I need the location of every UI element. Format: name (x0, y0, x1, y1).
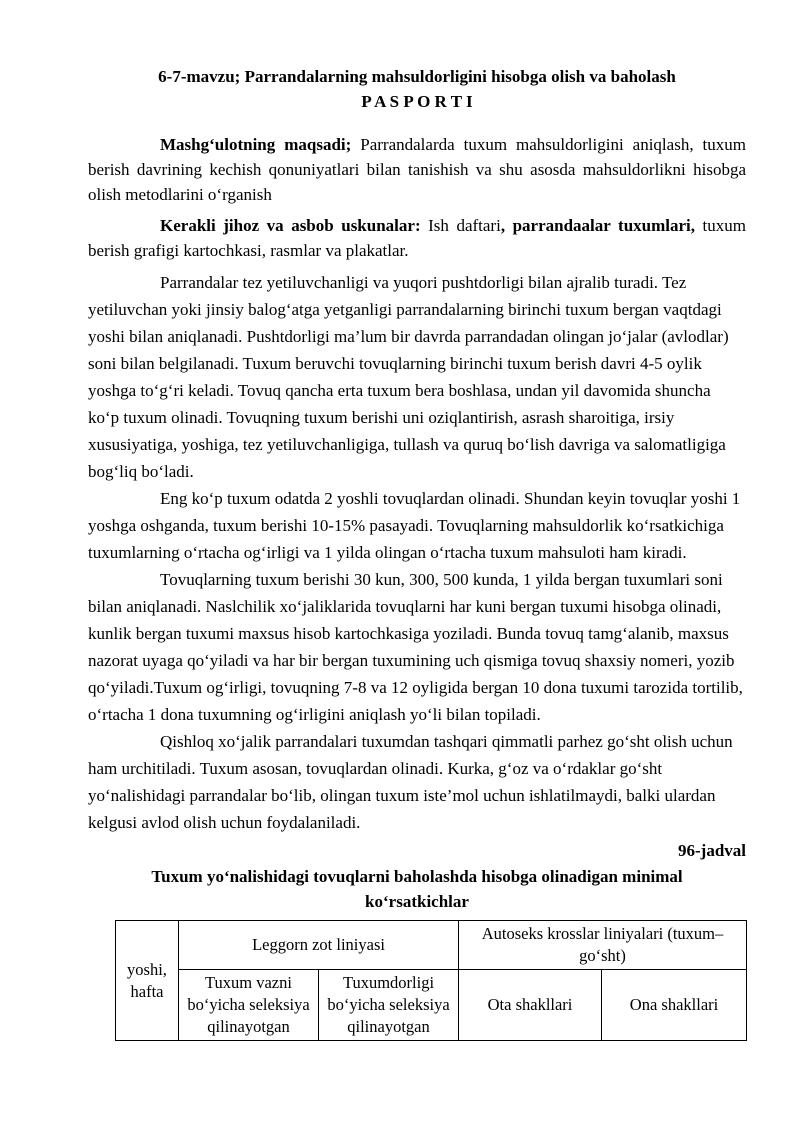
table-header-egg-yield-selection: Tuxumdorligi bo‘yicha seleksiya qilinayotgan (319, 970, 459, 1041)
paragraph-equipment (88, 213, 746, 263)
document-title: 6-7-mavzu; Parrandalarning mahsuldorligini hisobga olish va baholash (158, 67, 676, 86)
table-caption: Tuxum yo‘nalishidagi tovuqlarni baholashda hisobga olinadigan minimal ko‘rsatkichlar (151, 867, 683, 911)
table-header-mother-forms: Ona shakllari (602, 970, 747, 1041)
table-header-father-forms: Ota shakllari (459, 970, 602, 1041)
table-header-row-groups (116, 921, 747, 970)
table-header-autoseks-group: Autoseks krosslar liniyalari (tuxum–go‘sht) (459, 921, 747, 970)
equipment-bold-2: , parrandaalar tuxumlari, (500, 216, 696, 235)
table-header-age: yoshi, hafta (116, 921, 179, 1041)
equipment-text-2: tuxum berish grafigi kartochkasi, rasmlar va plakatlar. (88, 216, 746, 260)
title-block (88, 64, 746, 114)
purpose-text: Parrandalarda tuxum mahsuldorligini aniqlash, tuxum berish davrining kechish qonuniyatlari bilan tanishish va shu asosda mahsuldorlikni hisobga olish metodlarini o‘rganish (88, 135, 746, 204)
paragraph-purpose (88, 132, 746, 207)
equipment-text-1: Ish daftari (420, 216, 501, 235)
paragraph-body-2: Eng ko‘p tuxum odatda 2 yoshli tovuqlardan olinadi. Shundan keyin tovuqlar yoshi 1 yoshga oshganda, tuxum berishi 10-15% pasayadi. Tovuqlarning mahsuldorlik ko‘rsatkichiga tuxumlarning o‘rtacha og‘irligi va 1 yilda olingan o‘rtacha tuxum mahsuloti ham kiradi. (88, 489, 741, 562)
table-header-row-subcolumns (116, 970, 747, 1041)
equipment-label: Kerakli jihoz va asbob uskunalar: (160, 216, 421, 235)
purpose-label: Mashg‘ulotning maqsadi; (160, 135, 352, 154)
table-header-egg-weight-selection: Tuxum vazni bo‘yicha seleksiya qilinayotgan (179, 970, 319, 1041)
paragraph-body-4: Qishloq xo‘jalik parrandalari tuxumdan tashqari qimmatli parhez go‘sht olish uchun ham urchitiladi. Tuxum asosan, tovuqlardan olinadi. Kurka, g‘oz va o‘rdaklar go‘sht yo‘nalishidagi parrandalar bo‘lib, olingan tuxum iste’mol uchun ishlatilmaydi, balki ulardan kelgusi avlod olish uchun foydalaniladi. (88, 732, 733, 832)
document-subtitle: P A S P O R T I (361, 92, 473, 111)
indicators-table (115, 920, 747, 1041)
paragraph-body-3: Tovuqlarning tuxum berishi 30 kun, 300, 500 kunda, 1 yilda bergan tuxumlari soni bilan aniqlanadi. Naslchilik xo‘jaliklarida tovuqlarni har kuni bergan tuxumi hisobga olinadi, kunlik bergan tuxumi maxsus hisob kartochkasiga yoziladi. Bunda tovuq tamg‘alanib, maxsus nazorat uyaga qo‘yiladi va har bir bergan tuxumining uch qismiga tovuq shaxsiy nomeri, yozib qo‘yiladi.Tuxum og‘irligi, tovuqning 7-8 va 12 oyligida bergan 10 dona tuxumi tarozida tortilib, o‘rtacha 1 dona tuxumning og‘irligini aniqlash yo‘li bilan topiladi. (88, 570, 743, 724)
table-header-leggorn-group: Leggorn zot liniyasi (179, 921, 459, 970)
table-number-label: 96-jadval (678, 841, 746, 860)
paragraph-body-1: Parrandalar tez yetiluvchanligi va yuqori pushtdorligi bilan ajralib turadi. Tez yetiluvchan yoki jinsiy balog‘atga yetganligi parrandalarning birinchi tuxum bergan vaqtdagi yoshi bilan aniqlanadi. Pushtdorligi ma’lum bir davrda parrandadan olingan jo‘jalar (avlodlar) soni bilan belgilanadi. Tuxum beruvchi tovuqlarning birinchi tuxum berish davri 4-5 oylik yoshga to‘g‘ri keladi. Tovuq qancha erta tuxum bera boshlasa, undan yil davomida shuncha ko‘p tuxum olinadi. Tovuqning tuxum berishi uni oziqlantirish, asrash sharoitiga, irsiy xususiyatiga, yoshiga, tez yetiluvchanligiga, tullash va quruq bo‘lish davriga va salomatligiga bog‘liq bo‘ladi. (88, 273, 729, 481)
